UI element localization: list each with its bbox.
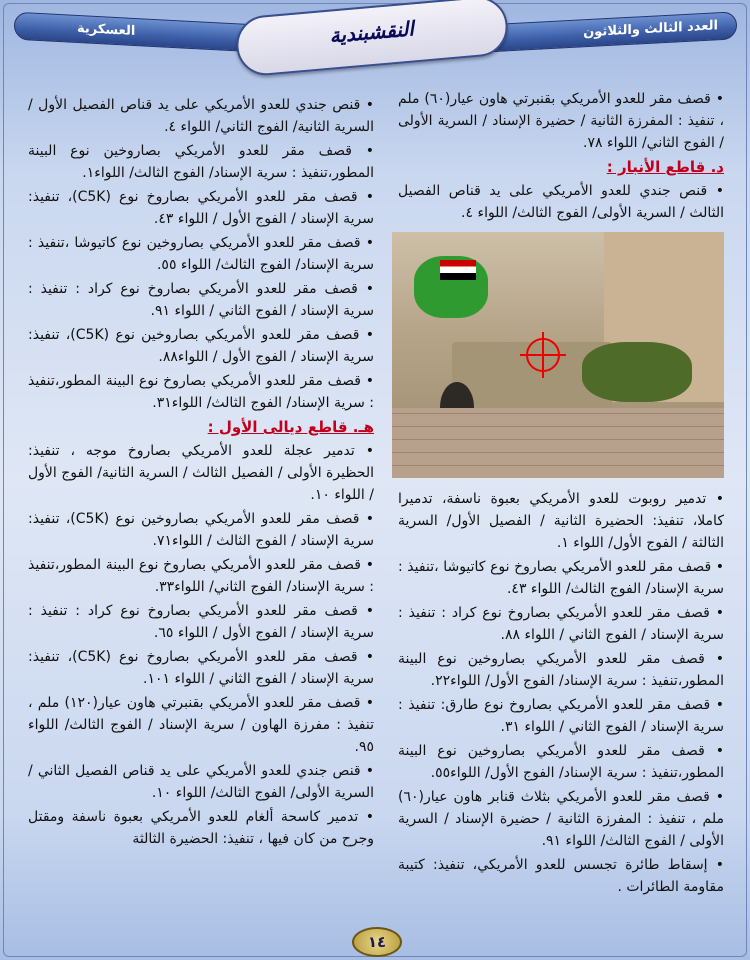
- paragraph: • قصف مقر للعدو الأمريكي بصاروخ نوع كراد : تنفيذ : سرية الإسناد / الفوج الثاني / اللواء ٩١.: [28, 281, 374, 319]
- paragraph: • تدمير عجلة للعدو الأمريكي بصاروخ موجه ، تنفيذ: الحظيرة الأولى / الفصيل الثالث / السرية الثانية/ الفوج الأول / اللواء ١٠.: [28, 443, 374, 503]
- paragraph: • قصف مقر للعدو الأمريكي بصاروخين نوع البينة المطور،تنفيذ : سرية الإسناد/ الفوج الأول/ اللواء٥٥.: [398, 743, 724, 781]
- paragraph: • قصف مقر للعدو الأمريكي بثلاث قنابر هاون عيار(٦٠) ملم ، تنفيذ : المفرزة الثانية / حضيرة الإسناد / السرية الأولى / الفوج الثالث/ اللواء ٩١.: [398, 789, 724, 849]
- section-heading-anbar: د. قاطع الأنبار :: [606, 158, 724, 176]
- paragraph: • قصف مقر للعدو الأمريكي بقنبرتي هاون عيار(١٢٠) ملم ، تنفيذ : مفرزة الهاون / سرية الإسناد / الفوج الثالث/ اللواء ٩٥.: [28, 695, 374, 755]
- paragraph: • قصف مقر للعدو الأمريكي بصاروخين نوع (C5K)، تنفيذ: سرية الإسناد / الفوج الثالث / اللواء٧١.: [28, 511, 374, 549]
- paragraph: • قنص جندي للعدو الأمريكي على يد قناص الفصيل الأول / السرية الثانية/ الفوج الثاني/ اللواء ٤.: [28, 97, 374, 135]
- paragraph: • تدمير كاسحة ألغام للعدو الأمريكي بعبوة ناسفة ومقتل وجرح من كان فيها ، تنفيذ: الحضيرة الثالثة: [28, 809, 374, 847]
- paragraph: • قصف مقر للعدو الأمريكي بصاروخين نوع البينة المطور،تنفيذ : سرية الإسناد/ الفوج الأول/ اللواء٢٢.: [398, 651, 724, 689]
- sniper-crosshair-icon: [526, 338, 560, 372]
- photo-wall: [392, 408, 724, 478]
- paragraph: • قصف مقر للعدو الأمريكي بصاروخ نوع (C5K)، تنفيذ: سرية الإسناد / الفوج الأول / اللواء ٤٣.: [28, 189, 374, 227]
- paragraph: • قنص جندي للعدو الأمريكي على يد قناص الفصيل الثاني / السرية الأولى/ الفوج الثالث/ اللواء ١٠.: [28, 763, 374, 801]
- paragraph: • قنص جندي للعدو الأمريكي على يد قناص الفصيل الثالث / السرية الأولى/ الفوج الثالث/ اللواء ٤.: [398, 183, 724, 221]
- paragraph: • تدمير روبوت للعدو الأمريكي بعبوة ناسفة، تدميرا كاملا، تنفيذ: الحضيرة الثانية / الفصيل الأول/ السرية الثالثة / الفوج الأول/ اللواء ١.: [398, 491, 724, 551]
- paragraph: • قصف مقر للعدو الأمريكي بصاروخين نوع كاتيوشا ،تنفيذ : سرية الإسناد/ الفوج الثالث/ اللواء ٥٥.: [28, 235, 374, 273]
- section-heading-diyala: هـ. قاطع ديالى الأول :: [207, 418, 374, 436]
- paragraph: • قصف مقر للعدو الأمريكي بصاروخ نوع (C5K)، تنفيذ: سرية الإسناد / الفوج الثاني / اللواء ١٠١.: [28, 649, 374, 687]
- left-column: [28, 94, 374, 852]
- page-number: ١٤: [352, 927, 402, 957]
- paragraph: • قصف مقر للعدو الأمريكي بصاروخ نوع البينة المطور،تنفيذ : سرية الإسناد/ الفوج الثاني/ اللواء٣٣.: [28, 557, 374, 595]
- right-column: [398, 88, 724, 900]
- photo-tree: [582, 342, 692, 402]
- paragraph: • إسقاط طائرة تجسس للعدو الأمريكي، تنفيذ: كتيبة مقاومة الطائرات .: [398, 857, 724, 895]
- paragraph: • قصف مقر للعدو الأمريكي بصاروخين نوع البينة المطور،تنفيذ : سرية الإسناد/ الفوج الثالث/ اللواء١.: [28, 143, 374, 181]
- paragraph: • قصف مقر للعدو الأمريكي بصاروخ نوع البينة المطور،تنفيذ : سرية الإسناد/ الفوج الثالث/ اللواء٣١.: [28, 373, 374, 411]
- photo-flag: [440, 260, 476, 280]
- paragraph: • قصف مقر للعدو الأمريكي بصاروخين نوع (C5K)، تنفيذ: سرية الإسناد / الفوج الأول / اللواء٨٨.: [28, 327, 374, 365]
- photo: [392, 232, 724, 478]
- paragraph: • قصف مقر للعدو الأمريكي بصاروخ نوع كاتيوشا ،تنفيذ : سرية الإسناد/ الفوج الثالث/ اللواء ٤٣.: [398, 559, 724, 597]
- header-right-title: العدد الثالث والثلاثون: [583, 18, 718, 41]
- header-left-title: العسكرية: [77, 20, 136, 40]
- paragraph: • قصف مقر للعدو الأمريكي بصاروخ نوع كراد : تنفيذ : سرية الإسناد / الفوج الأول / اللواء ٦٥.: [28, 603, 374, 641]
- paragraph: • قصف مقر للعدو الأمريكي بقنبرتي هاون عيار(٦٠) ملم ، تنفيذ : المفرزة الثانية / حضيرة الإسناد / السرية الأولى / الفوج الثاني/ اللواء ٧٨.: [398, 91, 724, 151]
- badge-text: النقشبندية: [328, 16, 415, 48]
- paragraph: • قصف مقر للعدو الأمريكي بصاروخ نوع طارق: تنفيذ : سرية الإسناد / الفوج الثاني / اللواء ٣١.: [398, 697, 724, 735]
- paragraph: • قصف مقر للعدو الأمريكي بصاروخ نوع كراد : تنفيذ : سرية الإسناد / الفوج الثاني / اللواء ٨٨.: [398, 605, 724, 643]
